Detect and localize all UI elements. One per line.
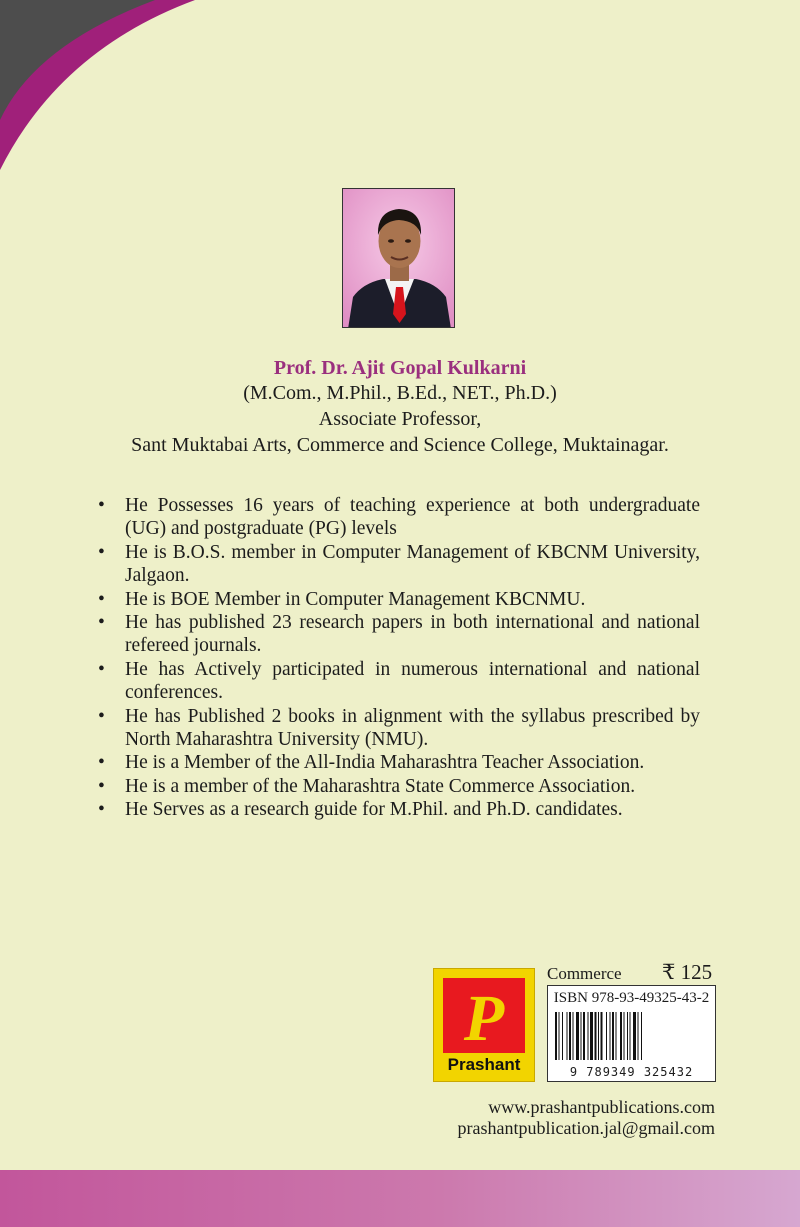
list-item — [96, 798, 700, 821]
list-item — [96, 751, 700, 774]
barcode-bar — [559, 1012, 560, 1060]
author-name: Prof. Dr. Ajit Gopal Kulkarni — [273, 357, 527, 379]
list-item-text: He Serves as a research guide for M.Phil. and Ph.D. candidates. — [125, 799, 623, 821]
website-link[interactable]: www.prashantpublications.com — [488, 1097, 715, 1117]
barcode-bar — [588, 1012, 589, 1060]
price-label: ₹ 125 — [662, 960, 713, 984]
logo-emblem — [443, 978, 525, 1053]
barcode-bar — [583, 1012, 585, 1060]
list-item-text: He has Actively participated in numerous international and national conferences. — [125, 658, 700, 704]
list-item — [96, 705, 700, 752]
list-item-text: He is a member of the Maharashtra State Commerce Association. — [125, 775, 636, 797]
author-info — [0, 356, 800, 458]
bullet-dot: • — [98, 775, 105, 797]
barcode-bar — [573, 1012, 574, 1060]
barcode-bar — [601, 1012, 603, 1060]
isbn-number: ISBN 978-93-49325-43-2 — [553, 990, 710, 1006]
list-item — [96, 658, 700, 705]
achievements-list — [96, 494, 700, 822]
list-item — [96, 588, 700, 611]
logo-name: Prashant — [447, 1055, 521, 1074]
svg-text:P: P — [463, 982, 505, 1053]
barcode-bar — [630, 1012, 631, 1060]
barcode-bar — [581, 1012, 582, 1060]
corner-swoosh-decoration — [0, 0, 800, 220]
barcode-bar — [595, 1012, 597, 1060]
barcode-bar — [610, 1012, 611, 1060]
barcode-bar — [562, 1012, 563, 1060]
barcode-bar — [606, 1012, 607, 1060]
isbn-barcode-box — [547, 985, 716, 1082]
list-item — [96, 611, 700, 658]
bullet-dot: • — [98, 799, 105, 821]
barcode-bar — [555, 1012, 557, 1060]
bullet-dot: • — [98, 658, 105, 680]
barcode-bar — [638, 1012, 639, 1060]
barcode-bar — [612, 1012, 614, 1060]
barcode-icon — [553, 1012, 710, 1062]
author-institution: Sant Muktabai Arts, Commerce and Science College, Muktainagar. — [131, 434, 669, 456]
barcode-bar — [598, 1012, 599, 1060]
contact-info — [457, 1097, 715, 1139]
barcode-bar — [624, 1012, 625, 1060]
barcode-bar — [567, 1012, 568, 1060]
barcode-bar — [627, 1012, 628, 1060]
list-item-text: He Possesses 16 years of teaching experience at both undergraduate (UG) and postgraduate (PG) levels — [125, 495, 700, 540]
barcode-bar — [616, 1012, 617, 1060]
list-item-text: He has Published 2 books in alignment with the syllabus prescribed by North Maharashtra University (NMU). — [125, 705, 700, 751]
author-qualifications: (M.Com., M.Phil., B.Ed., NET., Ph.D.) — [243, 382, 557, 404]
barcode-bar — [576, 1012, 579, 1060]
barcode-bar — [620, 1012, 622, 1060]
bullet-dot: • — [98, 588, 105, 610]
barcode-bar — [590, 1012, 593, 1060]
list-item-text: He is a Member of the All-India Maharashtra Teacher Association. — [125, 752, 645, 774]
list-item — [96, 775, 700, 798]
list-item-text: He is B.O.S. member in Computer Management of KBCNM University, Jalgaon. — [125, 541, 700, 587]
bullet-dot: • — [98, 705, 105, 727]
list-item-text: He has published 23 research papers in both international and national refereed journals. — [125, 612, 700, 657]
bullet-dot: • — [98, 495, 105, 516]
list-item-text: He is BOE Member in Computer Management KBCNMU. — [125, 588, 586, 610]
bottom-gradient-bar — [0, 1170, 800, 1227]
barcode-digits: 9 789349 325432 — [569, 1065, 694, 1079]
author-designation: Associate Professor, — [318, 408, 482, 430]
publisher-logo — [433, 968, 535, 1082]
bullet-dot: • — [98, 612, 105, 634]
email-link[interactable]: prashantpublication.jal@gmail.com — [457, 1118, 715, 1138]
barcode-bar — [569, 1012, 571, 1060]
list-item — [96, 494, 700, 541]
bullet-dot: • — [98, 752, 105, 774]
logo-p-glyph-icon — [443, 978, 525, 1053]
barcode-bar — [633, 1012, 636, 1060]
bullet-dot: • — [98, 541, 105, 563]
subject-label: Commerce — [547, 964, 622, 983]
author-photo — [342, 188, 455, 328]
list-item — [96, 541, 700, 588]
barcode-bar — [641, 1012, 642, 1060]
